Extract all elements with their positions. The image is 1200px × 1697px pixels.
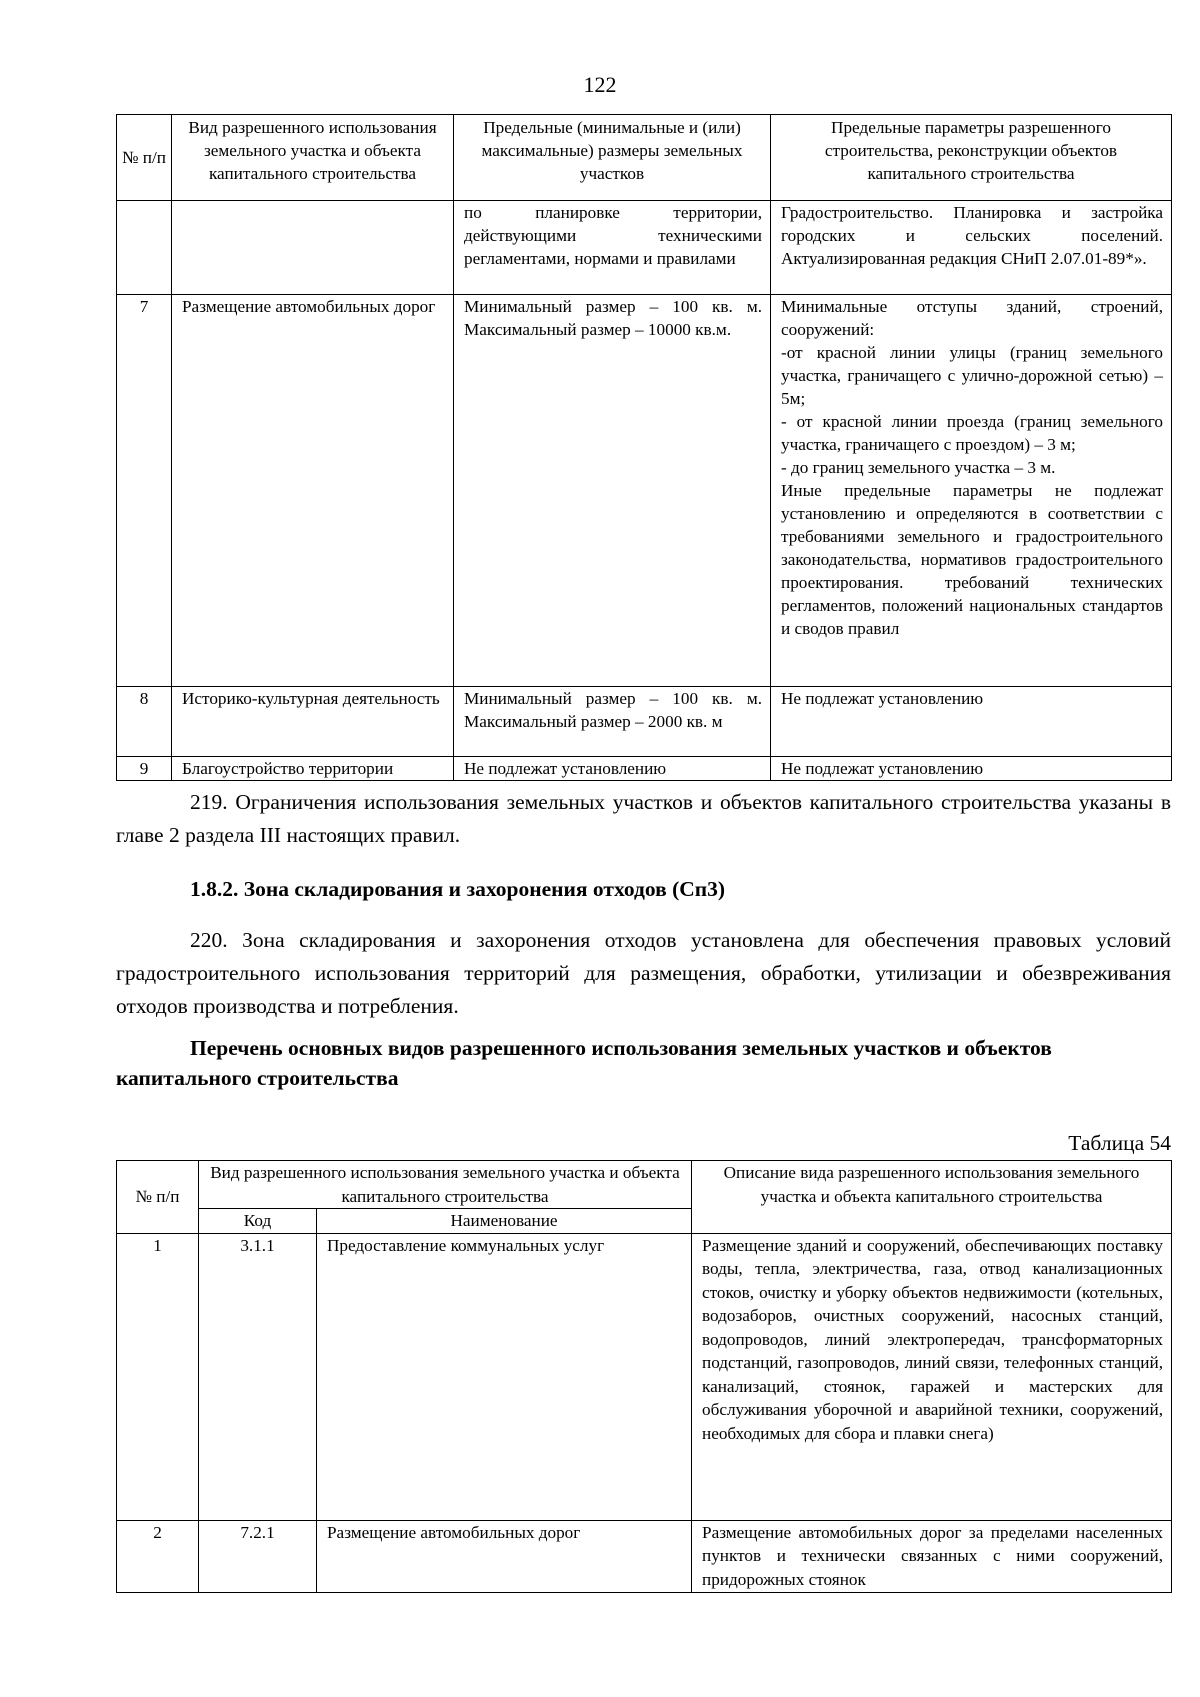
row-plot-sizes: Не подлежат установлению [454,757,771,781]
table-row [117,687,1172,757]
table-row [117,201,1172,295]
permitted-use-table [116,1160,1172,1593]
row-name: Размещение автомобильных дорог [317,1520,692,1592]
list-heading: Перечень основных видов разрешенного использования земельных участков и объектов капитального строительства [116,1036,1052,1090]
row-use-kind: Историко-культурная деятельность [172,687,454,757]
row-use-kind: Размещение автомобильных дорог [172,295,454,687]
header-num: № п/п [117,1161,199,1234]
row-use-kind: Благоустройство территории [172,757,454,781]
row-code: 7.2.1 [199,1520,317,1592]
row-plot-sizes: Минимальный размер – 100 кв. м. Максимальный размер – 10000 кв.м. [454,295,771,687]
paragraph-219: 219. Ограничения использования земельных участков и объектов капитального строительства указаны в главе 2 раздела III настоящих правил. [116,790,1171,847]
table-caption: Таблица 54 [1068,1131,1171,1155]
header-use-kind: Вид разрешенного использования земельного участка и объекта капитального строительства [199,1161,692,1209]
row-num [117,201,172,295]
header-name: Наименование [317,1209,692,1234]
table-row [117,295,1172,687]
row-build-params: Не подлежат установлению [771,757,1172,781]
table-row [117,1233,1172,1520]
row-build-params: Градостроительство. Планировка и застройка городских и сельских поселений. Актуализированная редакция СНиП 2.07.01-89*». [771,201,1172,295]
header-num: № п/п [117,115,172,201]
row-num: 9 [117,757,172,781]
row-num: 1 [117,1233,199,1520]
row-num: 8 [117,687,172,757]
table-header-row [117,1161,1172,1209]
header-description: Описание вида разрешенного использования земельного участка и объекта капитального строительства [692,1161,1172,1234]
header-plot-sizes: Предельные (минимальные и (или) максимальные) размеры земельных участков [454,115,771,201]
land-use-parameters-table [116,114,1172,781]
row-name: Предоставление коммунальных услуг [317,1233,692,1520]
row-num: 7 [117,295,172,687]
page-number: 122 [583,72,617,97]
section-heading: 1.8.2. Зона складирования и захоронения отходов (Сп3) [190,877,726,901]
table-row [117,757,1172,781]
row-build-params: Не подлежат установлению [771,687,1172,757]
row-build-params: Минимальные отступы зданий, строений, сооружений: -от красной линии улицы (границ земельного участка, граничащего с улично-дорожной сетью) – 5м; - от красной линии проезда (границ земельного участка, граничащего с проездом) – 3 м; - до границ земельного участка – 3 м. Иные предельные параметры не подлежат установлению и определяются в соответствии с требованиями земельного и градостроительного законодательства, нормативов градостроительного проектирования. требований технических регламентов, положений национальных стандартов и сводов правил [771,295,1172,687]
row-description: Размещение автомобильных дорог за пределами населенных пунктов и технически связанных с ними сооружений, придорожных стоянок [692,1520,1172,1592]
row-plot-sizes: Минимальный размер – 100 кв. м. Максимальный размер – 2000 кв. м [454,687,771,757]
header-use-kind: Вид разрешенного использования земельного участка и объекта капитального строительства [172,115,454,201]
row-plot-sizes: по планировке территории, действующими техническими регламентами, нормами и правилами [454,201,771,295]
row-use-kind [172,201,454,295]
table-header-row [117,115,1172,201]
paragraph-220: 220. Зона складирования и захоронения отходов установлена для обеспечения правовых условий градостроительного использования территорий для размещения, обработки, утилизации и обезвреживания отходов производства и потребления. [116,928,1171,1018]
table-row [117,1520,1172,1592]
header-build-params: Предельные параметры разрешенного строительства, реконструкции объектов капитального строительства [771,115,1172,201]
row-num: 2 [117,1520,199,1592]
row-code: 3.1.1 [199,1233,317,1520]
header-code: Код [199,1209,317,1234]
row-description: Размещение зданий и сооружений, обеспечивающих поставку воды, тепла, электричества, газа, отвод канализационных стоков, очистку и уборку объектов недвижимости (котельных, водозаборов, очистных сооружений, насосных станций, водопроводов, линий электропередач, трансформаторных подстанций, газопроводов, линий связи, телефонных станций, канализаций, стоянок, гаражей и мастерских для обслуживания уборочной и аварийной техники, сооружений, необходимых для сбора и плавки снега) [692,1233,1172,1520]
